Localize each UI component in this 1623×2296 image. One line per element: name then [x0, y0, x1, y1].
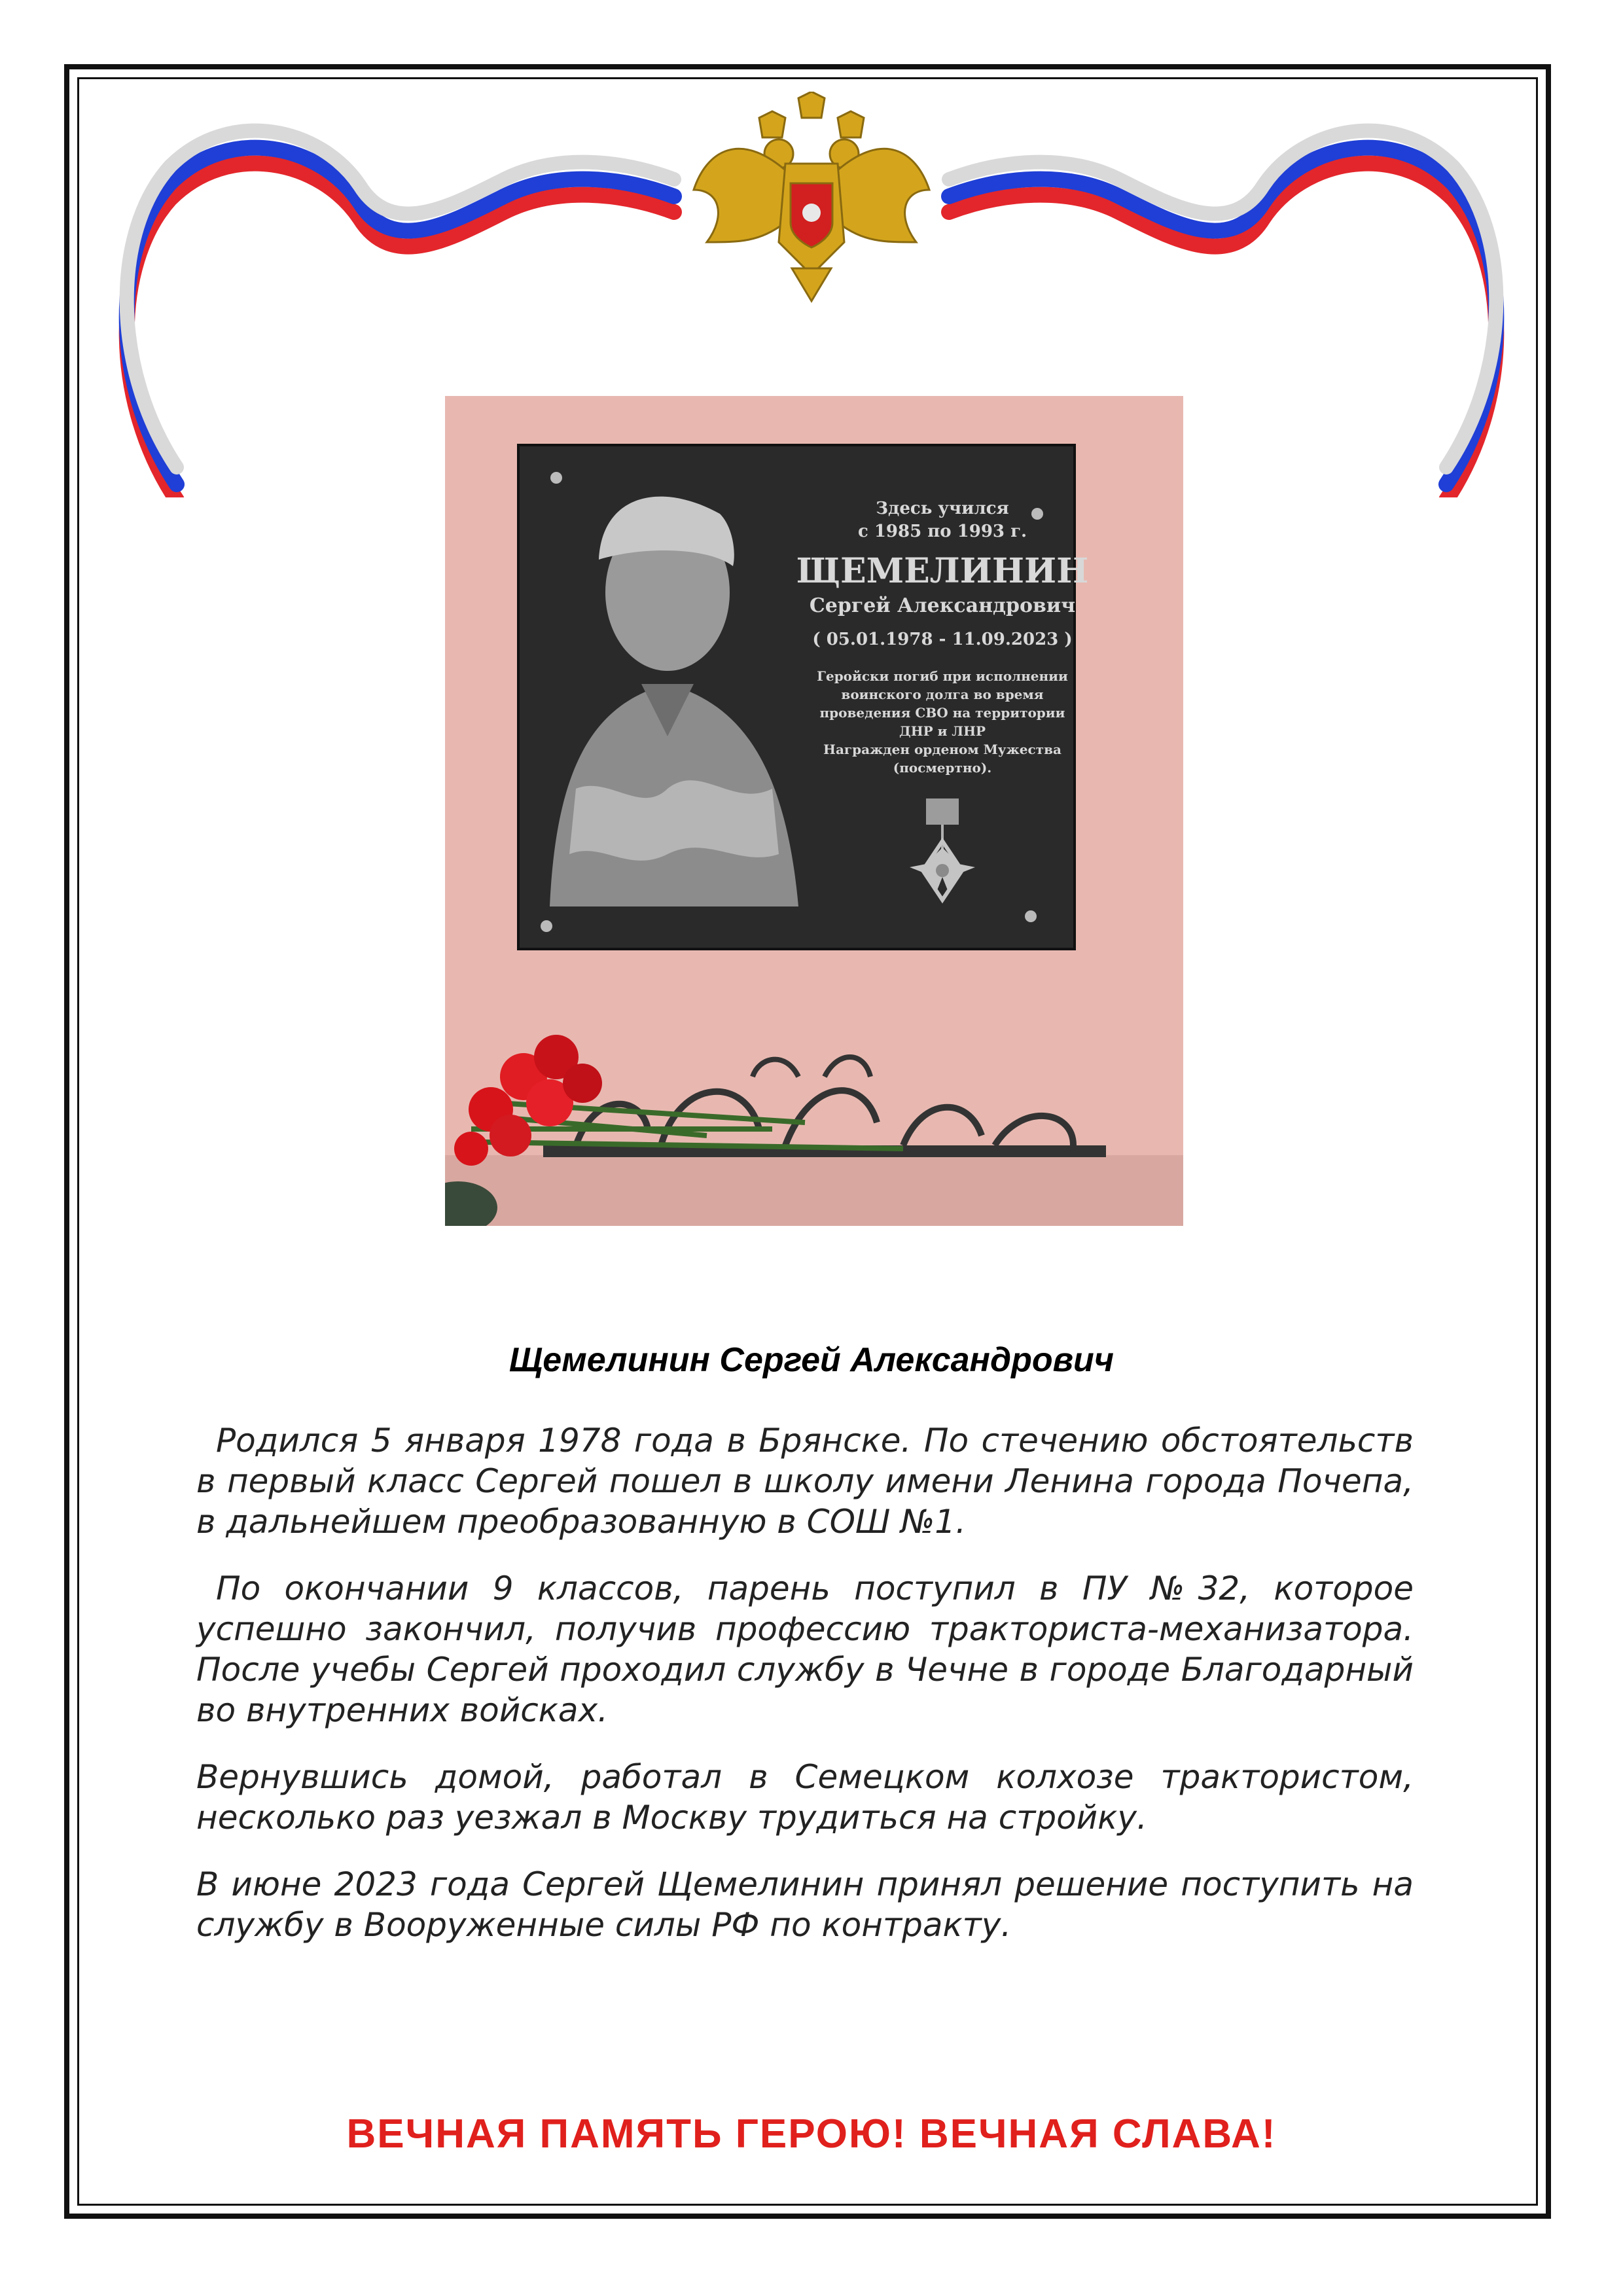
biography-paragraph-1: Родился 5 января 1978 года в Брянске. По стечению обстоятельств в первый класс Сергей пошел в школу имени Ленина города Почепа, в дальнейшем преобразованную в СОШ №1. [196, 1422, 1414, 1541]
plaque-text5: Награжден орденом Мужества [823, 742, 1061, 757]
biography-paragraph-4: В июне 2023 года Сергей Щемелинин принял решение поступить на службу в Вооруженные силы РФ по контракту. [196, 1865, 1414, 1944]
plaque-text6: (посмертно). [893, 760, 992, 776]
plaque-line2: с 1985 по 1993 г. [857, 522, 1027, 541]
plaque-text3: проведения СВО на территории [819, 705, 1065, 721]
plaque-line1: Здесь учился [876, 499, 1009, 518]
biography-text [196, 1420, 1414, 1971]
plaque-text1: Геройски погиб при исполнении [817, 668, 1068, 684]
plaque-name: Сергей Александрович [809, 594, 1076, 617]
memorial-slogan: ВЕЧНАЯ ПАМЯТЬ ГЕРОЮ! ВЕЧНАЯ СЛАВА! [346, 2111, 1277, 2157]
memorial-plaque-photo [445, 396, 1183, 1226]
biography-paragraph-3: Вернувшись домой, работал в Семецком колхозе трактористом, несколько раз уезжал в Москву трудиться на стройку. [196, 1758, 1414, 1837]
plaque-surname: ЩЕМЕЛИНИН [796, 551, 1089, 591]
hero-name-heading: Щемелинин Сергей Александрович [508, 1341, 1115, 1379]
plaque-text2: воинского долга во время [841, 687, 1044, 702]
russian-coat-of-arms-icon [681, 92, 942, 314]
biography-paragraph-2: По окончании 9 классов, парень поступил в ПУ №32, которое успешно закончил, получив профессию тракториста-механизатора. После учебы Сергей проходил службу в Чечне в городе Благодарный во внутренних войсках. [196, 1570, 1414, 1729]
plaque-dates: ( 05.01.1978 - 11.09.2023 ) [812, 630, 1073, 649]
plaque-text4: ДНР и ЛНР [899, 723, 986, 739]
